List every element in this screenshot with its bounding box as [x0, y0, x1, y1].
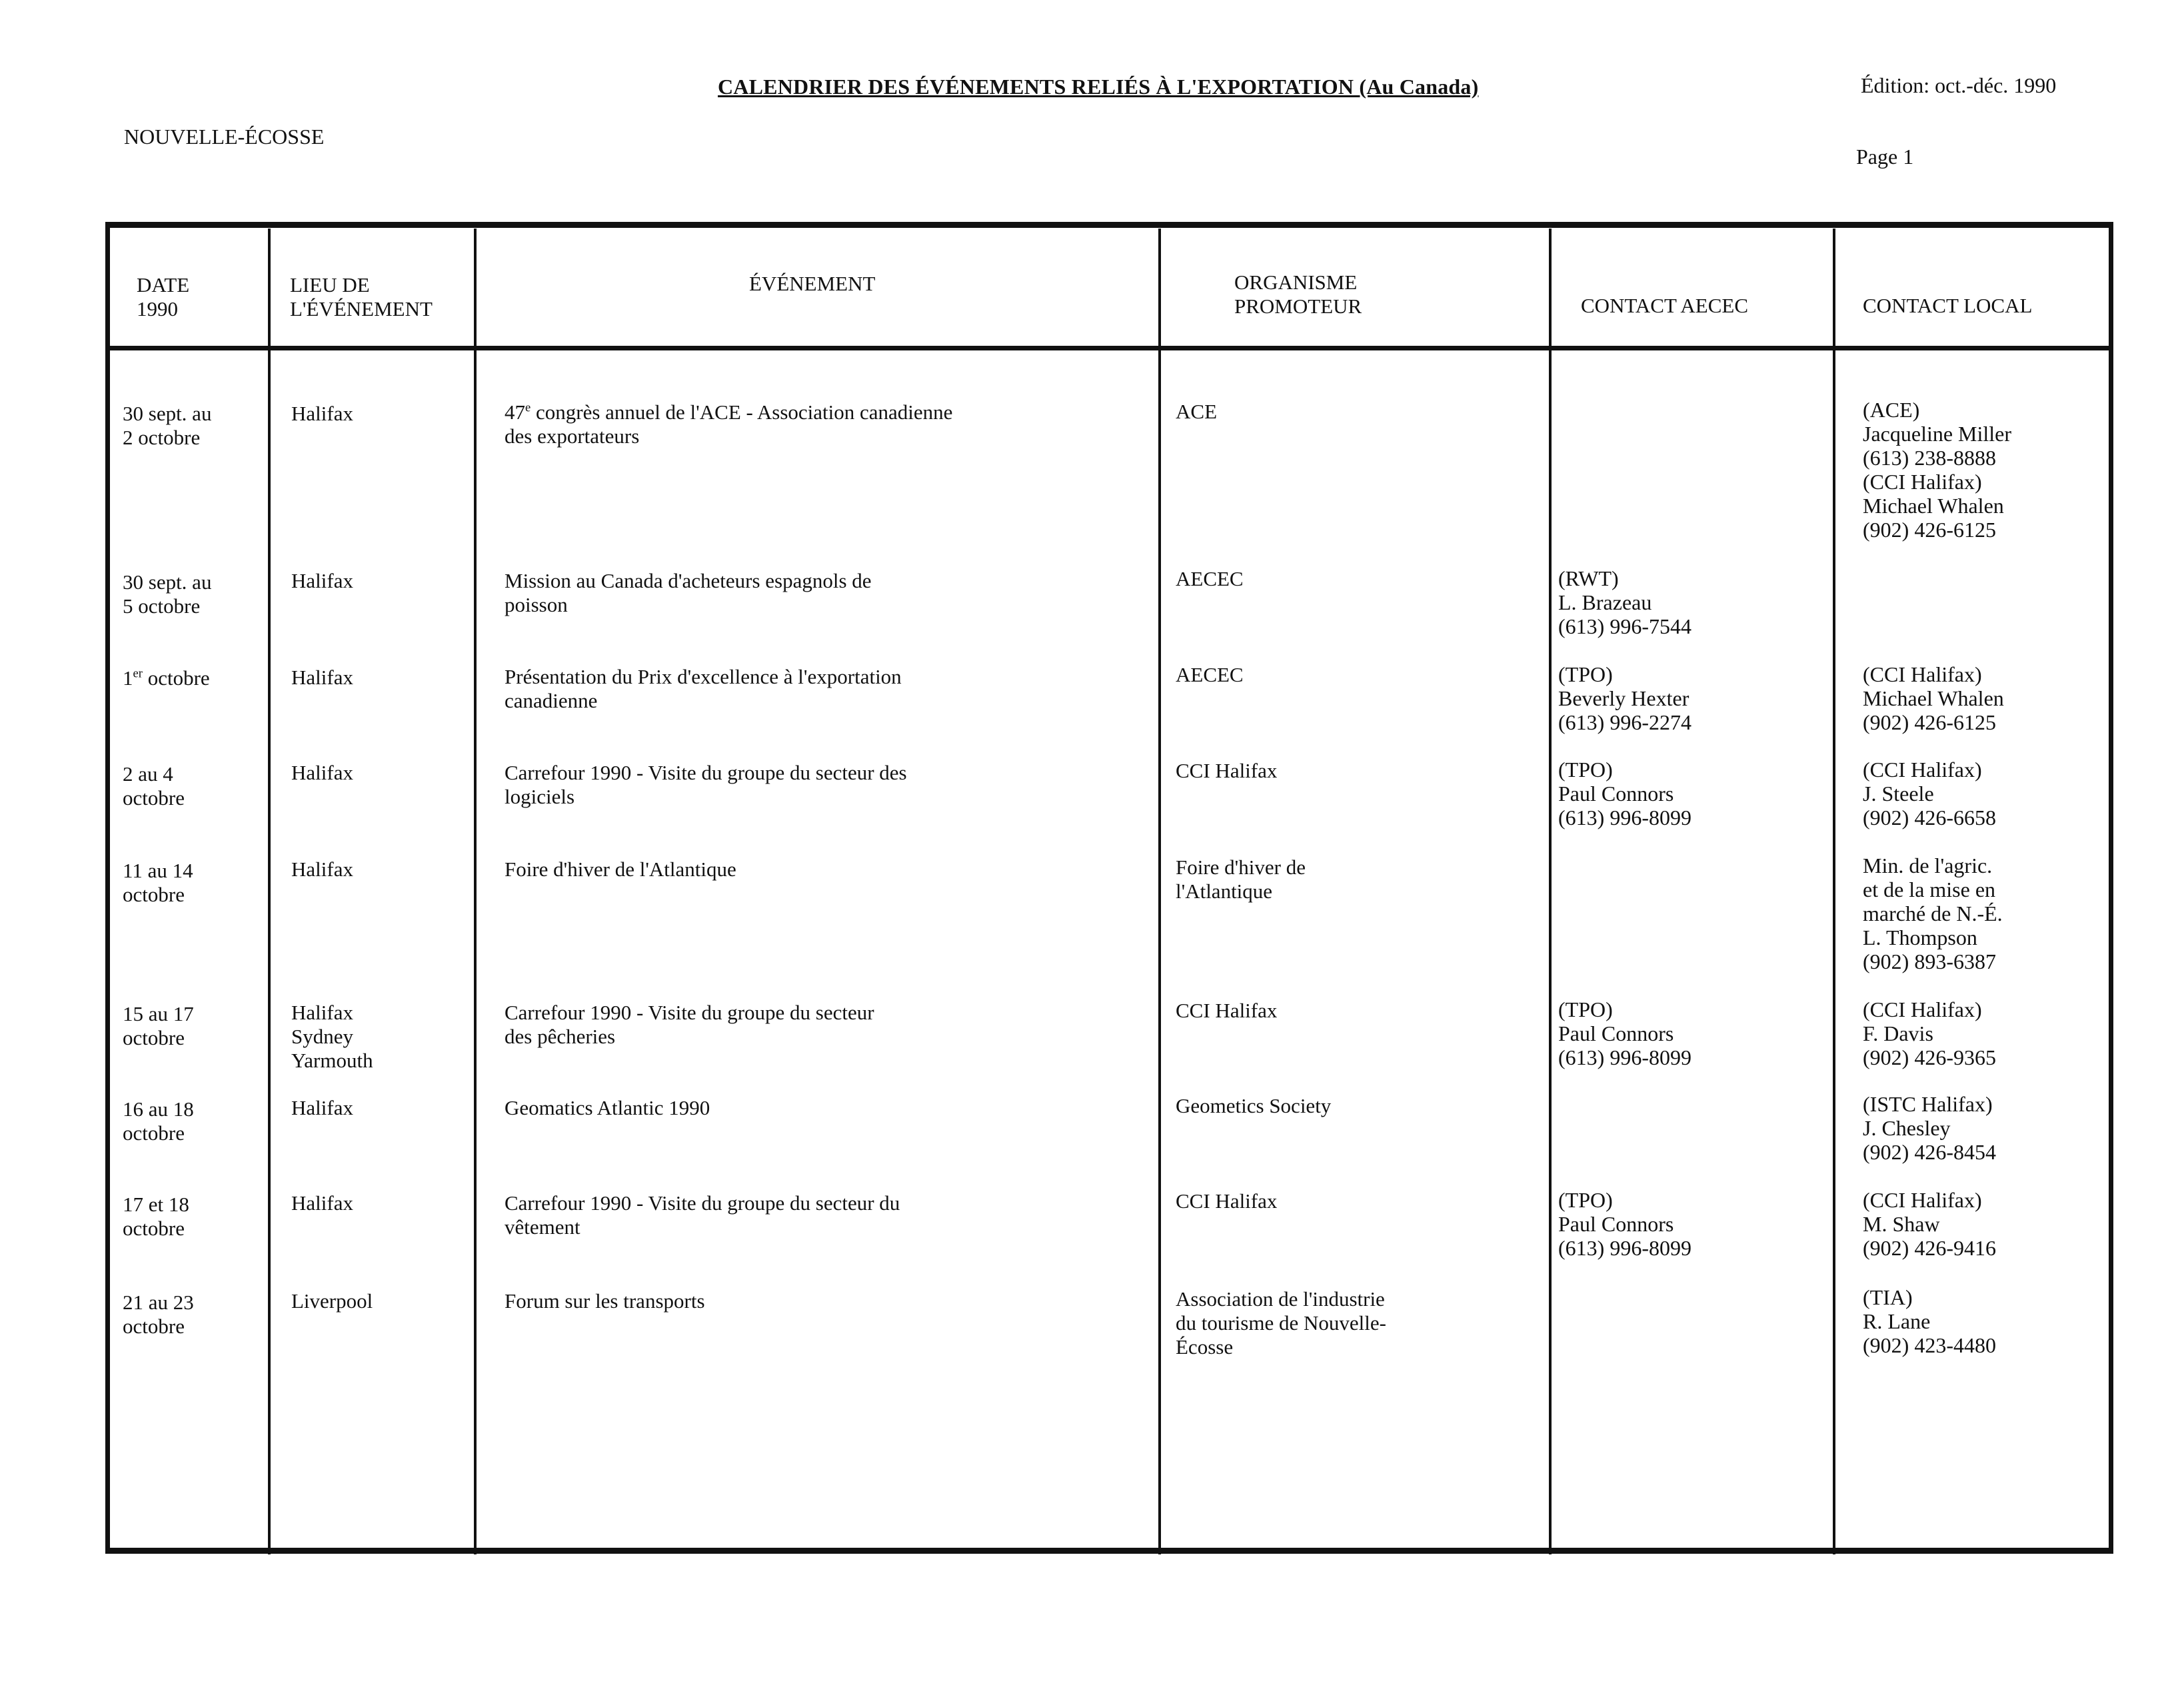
row-6-date: 15 au 17 octobre — [123, 1002, 194, 1049]
row-3-contact-local: (CCI Halifax) Michael Whalen (902) 426-6125 — [1863, 662, 2004, 734]
row-7-date: 16 au 18 octobre — [123, 1097, 194, 1145]
row-3-contact-aecec: (TPO) Beverly Hexter (613) 996-2274 — [1558, 662, 1691, 734]
column-divider — [474, 229, 477, 1554]
ordinal-suffix: e — [525, 400, 531, 415]
row-8-evenement: Carrefour 1990 - Visite du groupe du secteur du vêtement — [505, 1191, 900, 1239]
ordinal-number: 1 — [123, 666, 133, 690]
row-4-contact-local: (CCI Halifax) J. Steele (902) 426-6658 — [1863, 758, 1996, 830]
column-header-evenement: ÉVÉNEMENT — [749, 272, 876, 295]
row-7-organisme: Geometics Society — [1176, 1094, 1332, 1117]
row-5-evenement: Foire d'hiver de l'Atlantique — [505, 857, 736, 881]
column-header-contact-local: CONTACT LOCAL — [1863, 294, 2033, 317]
edition-label: Édition: oct.-déc. 1990 — [1861, 73, 2057, 97]
row-8-date: 17 et 18 octobre — [123, 1193, 189, 1240]
ordinal-number: 47 — [505, 400, 525, 424]
row-4-organisme: CCI Halifax — [1176, 759, 1278, 782]
column-header-lieu: LIEU DE L'ÉVÉNEMENT — [290, 273, 433, 320]
row-7-evenement: Geomatics Atlantic 1990 — [505, 1096, 710, 1119]
row-8-contact-local: (CCI Halifax) M. Shaw (902) 426-9416 — [1863, 1188, 1996, 1260]
row-1-lieu: Halifax — [291, 402, 353, 425]
row-3-date — [123, 666, 210, 690]
row-9-lieu: Liverpool — [291, 1289, 373, 1313]
row-1-contact-local: (ACE) Jacqueline Miller (613) 238-8888 (CCI Halifax) Michael Whalen (902) 426-6125 — [1863, 398, 2012, 542]
page-number: Page 1 — [1856, 145, 1914, 169]
column-divider — [1158, 229, 1161, 1554]
header-separator — [105, 346, 2113, 350]
row-5-lieu: Halifax — [291, 857, 353, 881]
column-divider — [268, 229, 271, 1554]
document-title: CALENDRIER DES ÉVÉNEMENTS RELIÉS À L'EXPORTATION (Au Canada) — [718, 75, 1479, 99]
row-4-evenement: Carrefour 1990 - Visite du groupe du secteur des logiciels — [505, 761, 907, 808]
column-divider — [1833, 229, 1835, 1554]
row-3-organisme: AECEC — [1176, 663, 1244, 686]
row-9-contact-local: (TIA) R. Lane (902) 423-4480 — [1863, 1285, 1996, 1357]
row-7-lieu: Halifax — [291, 1096, 353, 1119]
row-9-organisme: Association de l'industrie du tourisme de Nouvelle- Écosse — [1176, 1287, 1386, 1359]
row-9-date: 21 au 23 octobre — [123, 1291, 194, 1338]
row-8-organisme: CCI Halifax — [1176, 1189, 1278, 1213]
column-header-organisme: ORGANISME PROMOTEUR — [1234, 271, 1362, 318]
row-1-date: 30 sept. au 2 octobre — [123, 402, 212, 449]
row-2-contact-aecec: (RWT) L. Brazeau (613) 996-7544 — [1558, 566, 1691, 638]
row-5-organisme: Foire d'hiver de l'Atlantique — [1176, 855, 1306, 903]
row-2-organisme: AECEC — [1176, 567, 1244, 590]
row-1-evenement — [505, 400, 952, 448]
row-2-evenement: Mission au Canada d'acheteurs espagnols de poisson — [505, 569, 872, 616]
row-4-contact-aecec: (TPO) Paul Connors (613) 996-8099 — [1558, 758, 1691, 830]
row-2-lieu: Halifax — [291, 569, 353, 592]
column-header-date: DATE 1990 — [137, 273, 190, 320]
row-8-lieu: Halifax — [291, 1191, 353, 1215]
row-3-lieu: Halifax — [291, 666, 353, 689]
row-8-contact-aecec: (TPO) Paul Connors (613) 996-8099 — [1558, 1188, 1691, 1260]
row-6-evenement: Carrefour 1990 - Visite du groupe du secteur des pêcheries — [505, 1001, 874, 1048]
column-header-contact-aecec: CONTACT AECEC — [1581, 294, 1748, 317]
row-7-contact-local: (ISTC Halifax) J. Chesley (902) 426-8454 — [1863, 1092, 1996, 1164]
table-frame — [105, 222, 2113, 1554]
row-5-date: 11 au 14 octobre — [123, 859, 193, 906]
row-4-lieu: Halifax — [291, 761, 353, 784]
ordinal-suffix: er — [133, 666, 143, 681]
row-3-evenement: Présentation du Prix d'excellence à l'exportation canadienne — [505, 665, 902, 712]
row-2-date: 30 sept. au 5 octobre — [123, 570, 212, 618]
date-text: octobre — [142, 666, 210, 690]
row-1-organisme: ACE — [1176, 400, 1217, 423]
row-6-organisme: CCI Halifax — [1176, 999, 1278, 1022]
row-5-contact-local: Min. de l'agric. et de la mise en marché de N.-É. L. Thompson (902) 893-6387 — [1863, 853, 2003, 973]
row-4-date: 2 au 4 octobre — [123, 762, 185, 810]
province-label: NOUVELLE-ÉCOSSE — [124, 125, 325, 149]
row-6-contact-aecec: (TPO) Paul Connors (613) 996-8099 — [1558, 997, 1691, 1069]
row-6-lieu: Halifax Sydney Yarmouth — [291, 1001, 373, 1072]
column-divider — [1549, 229, 1552, 1554]
row-6-contact-local: (CCI Halifax) F. Davis (902) 426-9365 — [1863, 997, 1996, 1069]
evenement-text: congrès annuel de l'ACE - Association canadienne des exportateurs — [505, 400, 953, 448]
row-9-evenement: Forum sur les transports — [505, 1289, 705, 1313]
